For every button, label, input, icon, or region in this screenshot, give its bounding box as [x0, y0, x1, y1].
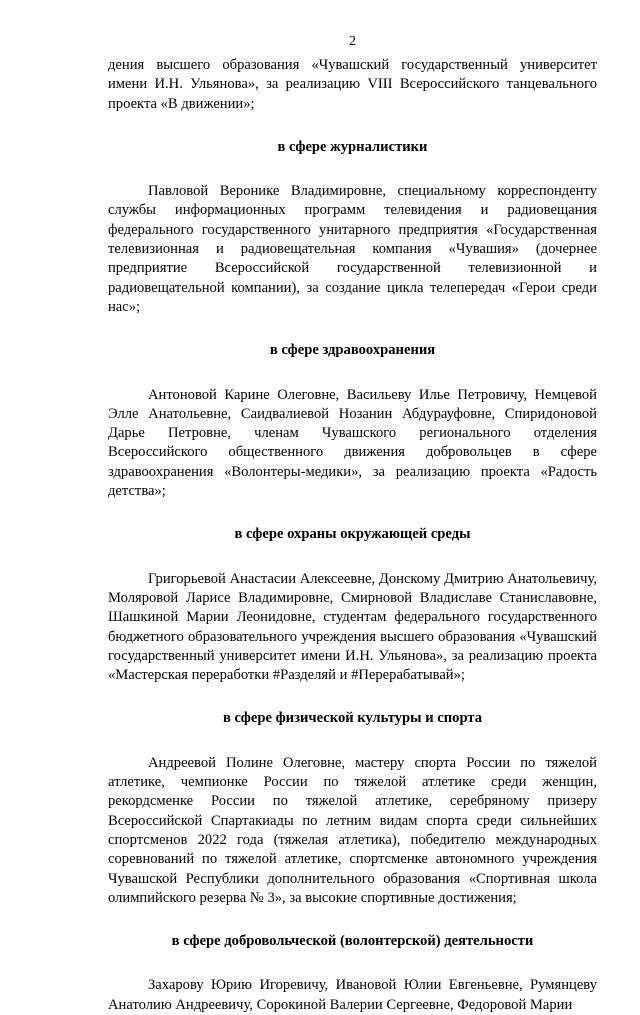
paragraph-volunteering: Захарову Юрию Игоревичу, Ивановой Юлии Евгеньевне, Румянцеву Анатолию Андреевичу, Сорокиной Валерии Сергеевне, Федоровой Марии	[108, 977, 597, 1013]
page-number: 2	[349, 34, 356, 49]
paragraph-environment: Григорьевой Анастасии Алексеевне, Донскому Дмитрию Анатольевичу, Моляровой Ларисе Владимировне, Смирновой Владиславе Станиславовне, Шашкиной Марии Леонидовне, студентам федерального государственного бюджетного образовательного учреждения высшего образования «Чувашский государственный университет имени И.Н. Ульянова», за реализацию проекта «Мастерская переработки #Разделяй и #Перерабатывай»;	[108, 570, 597, 684]
paragraph-healthcare: Антоновой Карине Олеговне, Васильеву Илье Петровичу, Немцевой Элле Анатольевне, Саидвалиевой Нозанин Абдурауфовне, Спиридоновой Дарье Петровне, членам Чувашского регионального отделения Всероссийского общественного движения добровольцев в сфере здравоохранения «Волонтеры-медики», за реализацию проекта «Радость детства»;	[108, 386, 597, 500]
section-heading-volunteering: в сфере добровольческой (волонтерской) деятельности	[171, 933, 534, 950]
section-heading-journalism: в сфере журналистики	[277, 138, 428, 155]
paragraph-continuation: дения высшего образования «Чувашский государственный университет имени И.Н. Ульянова», за реализацию VIII Всероссийского танцевального проекта «В движении»;	[108, 57, 597, 112]
paragraph-sport: Андреевой Полине Олеговне, мастеру спорта России по тяжелой атлетике, чемпионке России по тяжелой атлетике среди женщин, рекордсменке России по тяжелой атлетике, серебряному призеру Всероссийской Спартакиады по летним видам спорта среди сильнейших спортсменов 2022 года (тяжелая атлетика), победителю международных соревнований по тяжелой атлетике, спортсменке автономного учреждения Чувашской Республики дополнительного образования «Спортивная школа олимпийского резерва № 3», за высокие спортивные достижения;	[108, 754, 597, 906]
section-heading-sport: в сфере физической культуры и спорта	[222, 710, 483, 727]
section-heading-environment: в сфере охраны окружающей среды	[234, 526, 471, 543]
paragraph-journalism: Павловой Веронике Владимировне, специальному корреспонденту службы информационных программ телевидения и радиовещания федерального государственного унитарного предприятия «Государственная телевизионная и радиовещательная компания «Чувашия» (дочернее предприятие Всероссийской государственной телевизионной и радиовещательной компании), за создание цикла телепередач «Герои среди нас»;	[108, 183, 597, 315]
document-page	[108, 34, 597, 1015]
section-heading-healthcare: в сфере здравоохранения	[269, 342, 436, 359]
